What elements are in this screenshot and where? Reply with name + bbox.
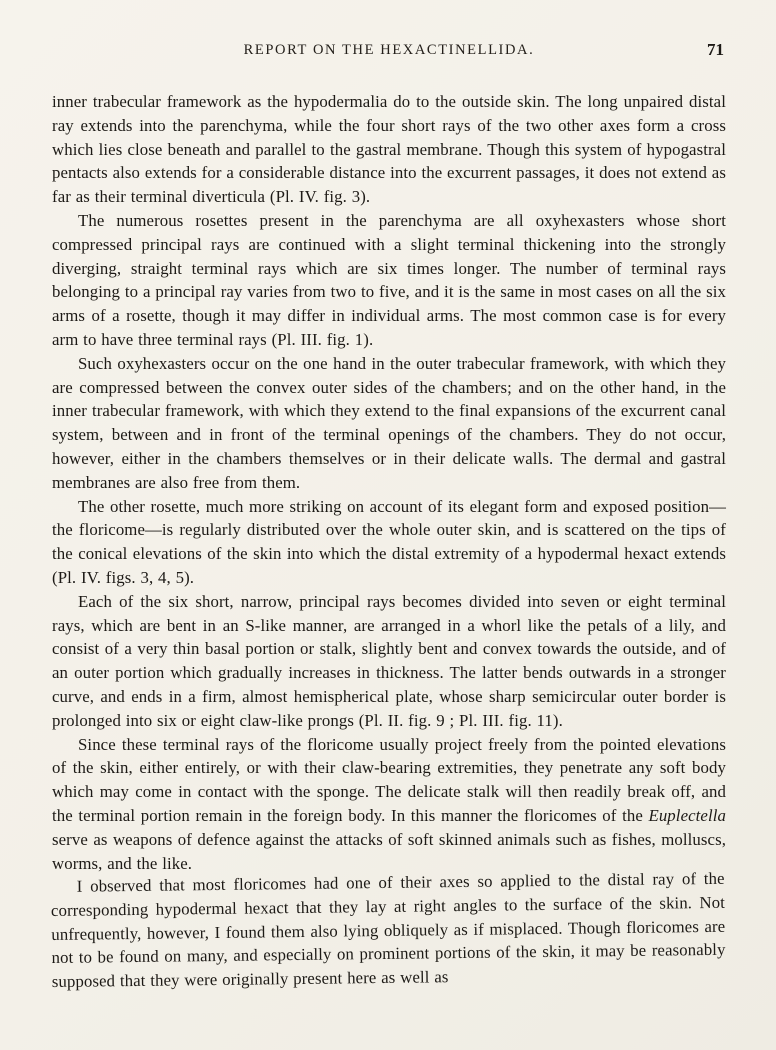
paragraph: The numerous rosettes present in the parenchyma are all oxyhexasters whose short compressed principal rays are continued with a slight terminal thickening into the strongly diverging, straight terminal rays which are six times longer. The number of terminal rays belonging to a principal ray varies from two to five, and it is the same in most cases on all the six arms of a rosette, though it may differ in individual arms. The most common case is for every arm to have three terminal rays (Pl. III. fig. 1). (52, 210, 726, 349)
paragraph-text: serve as weapons of defence against the attacks of soft skinned animals such as fishes, molluscs, worms, and the like. (52, 829, 726, 873)
species-name: Euplectella (648, 805, 726, 825)
paragraph (52, 733, 726, 876)
page-header (52, 42, 726, 64)
page-body (52, 90, 726, 994)
running-head-title: REPORT ON THE HEXACTINELLIDA. (243, 42, 535, 58)
paragraph-continuation: inner trabecular framework as the hypodermalia do to the outside skin. The long unpaired distal ray extends into the parenchyma, while the four short rays of the two other axes form a cross which lies close beneath and parallel to the gastral membrane. Though this system of hypogastral pentacts also extends for a considerable distance into the excurrent passages, it does not extend as far as their terminal diverticula (Pl. IV. fig. 3). (52, 92, 726, 207)
paragraph: The other rosette, much more striking on account of its elegant form and exposed position—the floricome—is regularly distributed over the whole outer skin, and is scattered on the tips of the conical elevations of the skin into which the distal extremity of a hypodermal hexact extends (Pl. IV. figs. 3, 4, 5). (52, 496, 726, 587)
page-number: 71 (707, 40, 724, 59)
paragraph-text: Since these terminal rays of the floricome usually project freely from the pointed elevations of the skin, either entirely, or with their claw-bearing extremities, they penetrate any soft body which may come in contact with the sponge. The delicate stalk will then readily break off, and the terminal portion remain in the foreign body. In this manner the floricomes of the (52, 734, 726, 825)
paragraph: I observed that most floricomes had one of their axes so applied to the distal ray of the corresponding hypodermal hexact that they lay at right angles to the surface of the skin. Not unfrequently, however, I found them also lying obliquely as if misplaced. Though floricomes are not to be found on many, and especially on prominent portions of the skin, it may be reasonably supposed that they were originally present here as well as (50, 869, 726, 992)
paragraph: Each of the six short, narrow, principal rays becomes divided into seven or eight terminal rays, which are bent in an S-like manner, are arranged in a whorl like the petals of a lily, and consist of a very thin basal portion or stalk, slightly bent and convex towards the outside, and of an outer portion which gradually increases in thickness. The latter bends outwards in a stronger curve, and ends in a firm, almost hemispherical plate, whose sharp semicircular outer border is prolonged into six or eight claw-like prongs (Pl. II. fig. 9 ; Pl. III. fig. 11). (52, 591, 726, 730)
paragraph: Such oxyhexasters occur on the one hand in the outer trabecular framework, with which they are compressed between the convex outer sides of the chambers; and on the other hand, in the inner trabecular framework, with which they extend to the final expansions of the excurrent canal system, between and in front of the terminal openings of the chambers. They do not occur, however, either in the chambers themselves or in their delicate walls. The dermal and gastral membranes are also free from them. (52, 353, 726, 492)
